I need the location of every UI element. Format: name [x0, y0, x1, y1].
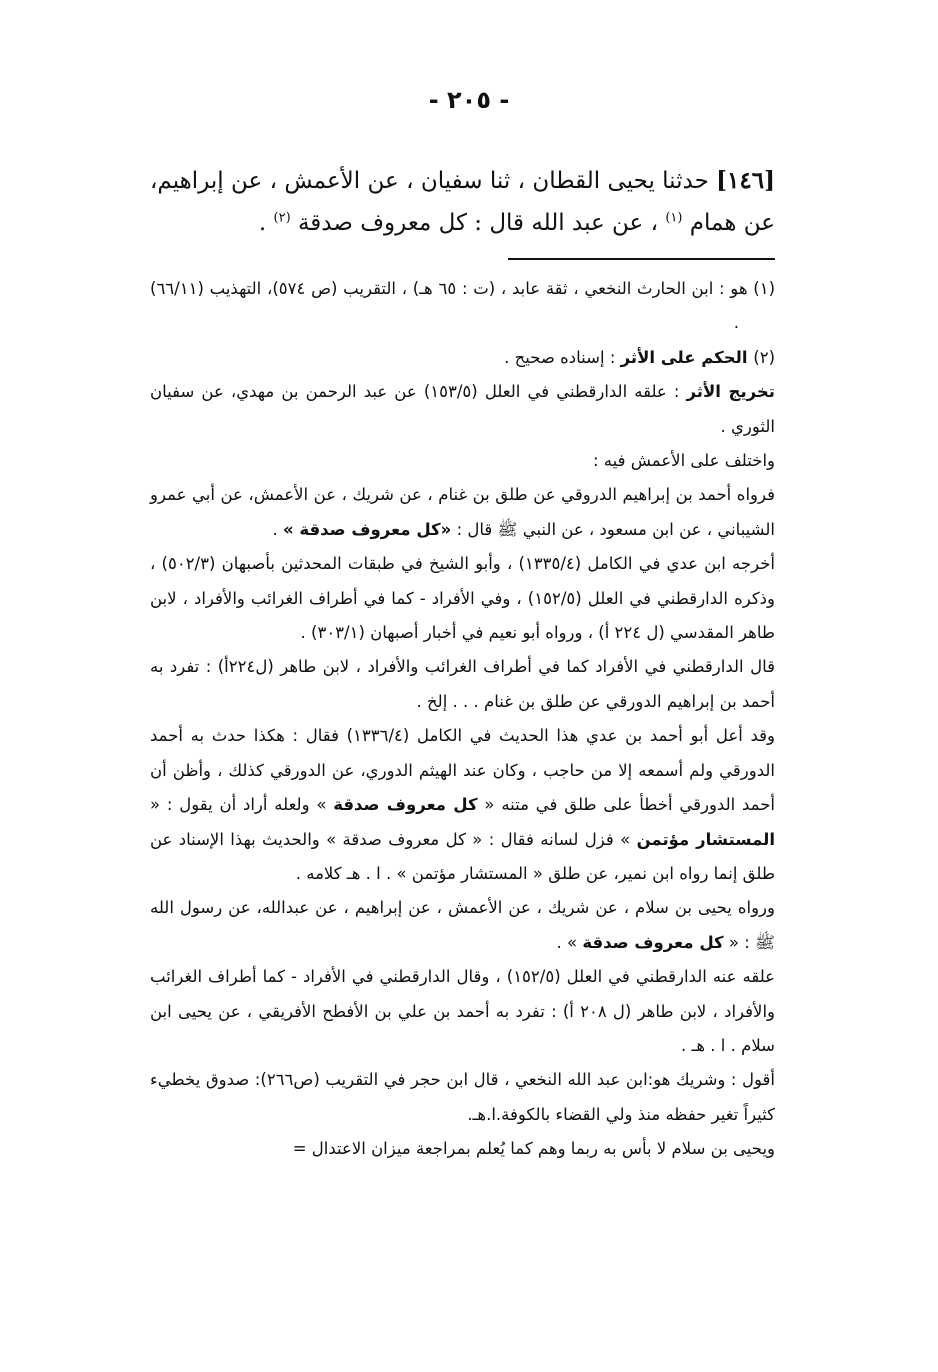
hadith-text [150, 160, 775, 244]
yahya-text: ورواه يحيى بن سلام ، عن شريك ، عن الأعمش ، عن إبراهيم ، عن عبدالله، عن رسول الله ﷺ : « [150, 898, 775, 952]
hadith-number: [١٤٦] [716, 167, 775, 194]
footnote-marker-1: (١) [665, 210, 683, 226]
aal-text-1: وقد أعل أبو أحمد بن عدي هذا الحديث في الكامل (١٣٣٦/٤) فقال : هكذا حدث به أحمد الدورقي ولم أسمعه إلا من حاجب ، وكان عند الهيثم الدوري، عن الدورقي كذلك ، وأظن أن أحمد الدورقي أخطأ على طلق في متنه « [150, 726, 775, 815]
footnotes [150, 272, 775, 1167]
rawah-text: فرواه أحمد بن إبراهيم الدروقي عن طلق بن غنام ، عن شريك ، عن الأعمش، عن أبي عمرو الشيباني ، عن ابن مسعود ، عن النبي ﷺ قال : [150, 485, 775, 539]
takhrij-label: تخريج الأثر [686, 382, 775, 402]
footnote-2-label: الحكم على الأثر [620, 347, 754, 367]
rawah-paragraph [150, 478, 775, 547]
footnote-1-text: هو : ابن الحارث النخعي ، ثقة عابد ، (ت : ٦٥ هـ) ، التقريب (ص ٥٧٤)، التهذيب (٦٦/١١) . [150, 279, 754, 333]
yahya-paragraph [150, 891, 775, 960]
hadith-text-part2: ، عن عبد الله قال : كل معروف صدقة [297, 210, 666, 236]
rawah-end: . [272, 519, 283, 539]
akhrajah-paragraph: أخرجه ابن عدي في الكامل (١٣٣٥/٤) ، وأبو الشيخ في طبقات المحدثين بأصبهان (٥٠٢/٣) ، وذكره الدارقطني في العلل (١٥٢/٥) ، وفي الأفراد - كما في أطراف الغرائب والأفراد ، لابن طاهر المقدسي (ل ٢٢٤ أ) ، ورواه أبو نعيم في أخبار أصبهان (٣٠٣/١) . [150, 554, 775, 643]
yahya-bold-matn: كل معروف صدقة [582, 932, 724, 952]
takhrij-paragraph [150, 375, 775, 444]
footnote-1 [150, 272, 775, 341]
page-number: - ٢٠٥ - [428, 86, 510, 114]
aqul-paragraph: أقول : وشريك هو:ابن عبد الله النخعي ، قال ابن حجر في التقريب (ص٢٦٦): صدوق يخطيء كثيراً تغير حفظه منذ ولي القضاء بالكوفة.ا.هـ. [150, 1070, 775, 1124]
hadith-text-part1: حدثنا يحيى القطان ، ثنا سفيان ، عن الأعمش ، عن إبراهيم، عن همام [150, 168, 775, 236]
hadith-paragraph [150, 160, 775, 244]
yahya-end: » . [556, 932, 583, 952]
aal-paragraph [150, 719, 775, 891]
aal-text-2: » ولعله أراد أن يقول : « [150, 795, 334, 815]
ikhtilaf-paragraph: واختلف على الأعمش فيه : [593, 451, 775, 471]
footnote-2-text: : إسناده صحيح . [504, 347, 621, 367]
aal-text-3: » فزل لسانه فقال : « كل معروف صدقة » والحديث بهذا الإسناد عن طلق إنما رواه ابن نمير، عن طلق « المستشار مؤتمن » . ا . هـ كلامه . [150, 829, 775, 883]
footnote-2 [150, 341, 775, 375]
qal-paragraph: قال الدارقطني في الأفراد كما في أطراف الغرائب والأفراد ، لابن طاهر (ل٢٢٤أ) : تفرد به أحمد بن إبراهيم الدورقي عن طلق بن غنام . . . إلخ . [150, 657, 775, 711]
hadith-text-end: . [258, 210, 274, 236]
footnote-1-marker: (١) [753, 279, 775, 298]
aal-bold-1: كل معروف صدقة [333, 795, 478, 815]
last-paragraph: ويحيى بن سلام لا بأس به ربما وهم كما يُعلم بمراجعة ميزان الاعتدال = [292, 1139, 775, 1159]
footnote-marker-2: (٢) [273, 210, 291, 226]
rawah-bold-matn: «كل معروف صدقة » [282, 519, 452, 539]
allaqahu-paragraph: علقه عنه الدارقطني في العلل (١٥٢/٥) ، وقال الدارقطني في الأفراد - كما أطراف الغرائب والأفراد ، لابن طاهر (ل ٢٠٨ أ) : تفرد به أحمد بن علي بن الأفطح الأفريقي ، عن يحيى ابن سلام . ا . هـ . [150, 967, 775, 1055]
takhrij-text: : علقه الدارقطني في العلل (١٥٣/٥) عن عبد الرحمن بن مهدي، عن سفيان الثوري . [150, 382, 775, 436]
aal-bold-2: المستشار مؤتمن [636, 829, 775, 849]
footnote-2-marker: (٢) [753, 347, 775, 367]
footnote-separator [508, 258, 775, 260]
